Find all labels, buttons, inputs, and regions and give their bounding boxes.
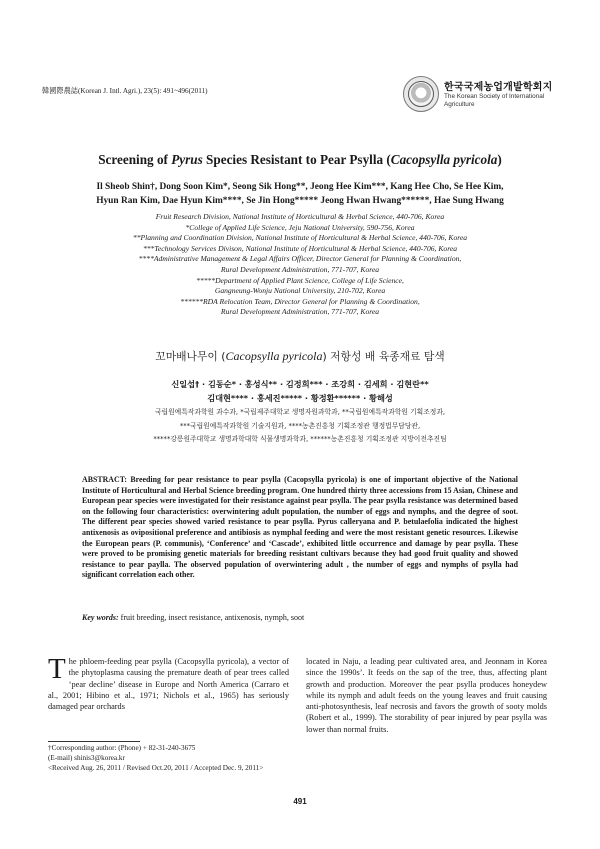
abstract-label: ABSTRACT:: [82, 475, 128, 484]
keywords-text: fruit breeding, insect resistance, antixenosis, nymph, soot: [118, 613, 305, 622]
affiliation: Gangneung-Wonju National University, 210-702, Korea: [214, 286, 386, 296]
paper-title: Screening of Pyrus Species Resistant to Pear Psylla (Cacopsylla pyricola): [98, 152, 502, 167]
society-name-english: The Korean Society of International Agriculture: [444, 93, 545, 108]
affiliation: **Planning and Coordination Division, National Institute of Horticultural & Herbal Science, 440-706, Korea: [132, 233, 468, 243]
society-seal-icon: [403, 76, 439, 112]
drop-cap: T: [48, 653, 66, 685]
body-text-left: he phloem-feeding pear psylla (Cacopsylla pyricola), a vector of the phytoplasma causing the premature death of pear trees called ‘pear decline’ disease in Europe and North America (Carraro et al., 2001; Hibino et al., 1971; Nichols et al., 1965) has seriously damaged pear orchards: [48, 657, 289, 712]
footnote-corresponding: †Corresponding author: (Phone) + 82-31-240-3675: [48, 744, 196, 752]
korean-affiliation-list: [40, 406, 560, 447]
affiliation: ******RDA Relocation Team, Director General for Planning & Coordination,: [180, 296, 420, 306]
society-name-korean: 한국국제농업개발학회지: [444, 82, 553, 93]
affiliation: *College of Applied Life Science, Jeju National University, 590-756, Korea: [185, 222, 415, 232]
affiliation: Fruit Research Division, National Institute of Horticultural & Herbal Science, 440-706, Korea: [155, 212, 445, 221]
keywords-label: Key words:: [82, 613, 119, 622]
affiliation-list: [40, 212, 560, 318]
body-column-left: [48, 653, 289, 712]
affiliation: *****Department of Applied Plant Science, College of Life Science,: [196, 275, 404, 285]
author-line-1: Il Sheob Shin†, Dong Soon Kim*, Seong Sik Hong**, Jeong Hee Kim***, Kang Hee Cho, Se Hee Kim,: [96, 182, 504, 192]
page-number: 491: [293, 797, 307, 806]
society-logo-block: [403, 76, 573, 116]
author-line-2: Hyun Ran Kim, Dae Hyun Kim****, Se Jin Hong***** Jeong Hwan Hwang******, Hae Sung Hwang: [96, 196, 504, 206]
footnote-email: (E-mail) shinis3@korea.kr: [48, 754, 125, 762]
footnotes: [48, 743, 298, 773]
korean-affiliation: 국립원예특작과학원 과수과, *국립제주대학교 생명자원과학과, **국립원예특작과학원 기획조정과,: [154, 408, 446, 416]
author-list: [40, 180, 560, 208]
affiliation: ****Administrative Management & Legal Affairs Officer, Director General for Planning & Coordination,: [138, 254, 462, 264]
korean-title: 꼬마배나무이 (Cacopsylla pyricola) 저항성 배 육종재료 탐색: [155, 349, 445, 363]
footnote-received: <Received Aug. 26, 2011 / Revised Oct.20, 2011 / Accepted Dec. 9, 2011>: [48, 764, 264, 772]
keywords: [82, 613, 518, 622]
korean-author-line-2: 김대현**** · 홍세진***** · 황정환****** · 황해성: [207, 393, 393, 403]
body-column-right: [306, 656, 547, 735]
korean-author-list: [40, 377, 560, 405]
journal-reference: 韓國際農誌(Korean J. Intl. Agri.), 23(5): 491~496(2011): [42, 87, 208, 95]
footnote-divider: [48, 741, 140, 742]
affiliation: Rural Development Administration, 771-707, Korea: [220, 264, 380, 274]
affiliation: Rural Development Administration, 771-707, Korea: [220, 307, 380, 317]
body-text-right: located in Naju, a leading pear cultivated area, and Jeonnam in Korea since the 1990s’. It feeds on the sap of the tree, thus, affecting plant growth and production. Moreover the pear psylla produces honeydew while its nymph and adult feeds on the young leaves and fruit causing anti-photosynthesis, leaf necrosis and favors the growth of sooty molds (Robert et al., 1999). The storability of pear injured by pear psylla was lower than normal fruits.: [306, 657, 547, 734]
abstract-text: Breeding for pear resistance to pear psylla (Cacopsylla pyricola) is one of important objective of the National Institute of Horticultural and Herbal Science breeding program. One hundred thirty three accessions from 15 Asian, Chinese and European pear species were investigated for their resistance against pear psylla. The pear psylla resistance was determined based on the following four characteristics: overwintering adult population, the number of eggs and nymphs, and the degree of soot. The different pear species showed varied resistance to pear psylla. Pyrus calleryana and P. betulaefolia indicated the highest antixenosis as ovipositional preference and antibiosis as nymphal feeding and were the most resistant genetic resources. Likewise the European pears (P. communis), ‘Conference’ and ‘Cascade’, exhibited little occurrence and damage by pear psylla. These were proved to be promising genetic materials for breeding resistant cultivars because they had good fruit quality and showed resistance to pear paylla. The observed population of overwintering adult , the number of eggs and nymphs of psylla had significant correlation each other.: [82, 475, 518, 580]
korean-author-line-1: 신일섭† · 김동순* · 홍성식** · 김정희*** · 조강희 · 김세희 · 김현란**: [171, 379, 429, 389]
korean-affiliation: ***국립원예특작과학원 기술지원과, ****농촌진흥청 기획조정관 행정법무담당관,: [179, 421, 421, 430]
korean-affiliation: *****강릉원주대학교 생명과학대학 식물생명과학과, ******농촌진흥청 기획조정관 지방이전추진팀: [153, 435, 447, 444]
affiliation: ***Technology Services Divison, National Institute of Horticultural & Herbal Science, 440-706, Korea: [142, 243, 458, 253]
abstract: [82, 475, 518, 581]
